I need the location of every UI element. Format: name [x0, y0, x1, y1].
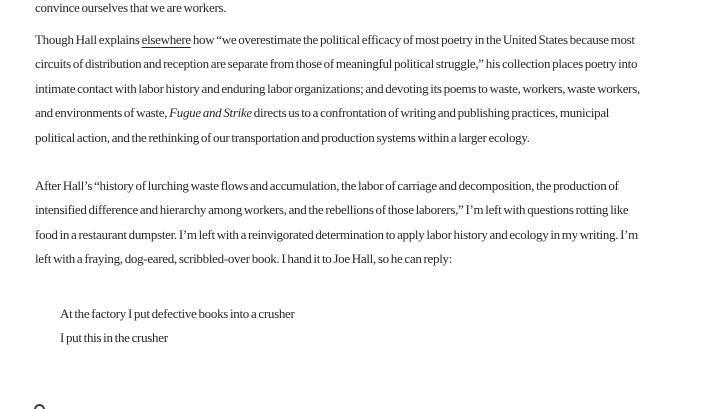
paragraph-text: how “we overestimate the political efficacy of most poetry in the United States because most circuits of distribution and reception are separate from those of meaningful political struggle,” his collection places poetry into intimate contact with labor history and enduring labor organizations; and devoting its poems to waste, workers, waste workers, and environments of waste, [35, 32, 640, 121]
paragraph-text: Though Hall explains [35, 32, 142, 47]
poem-blockquote [60, 302, 620, 351]
poem-line: At the factory I put defective books into a crusher [60, 306, 295, 321]
paragraph-three: After Hall’s “history of lurching waste flows and accumulation, the labor of carriage and decomposition, the production of intensified difference and hierarchy among workers, and the rebellions of those laborers,” I’m left with questions rotting like food in a restaurant dumpster. I’m left with a reinvigorated determination to apply labor history and ecology in my writing. I’m left with a fraying, dog-eared, scribbled-over book. I hand it to Joe Hall, so he can reply: [35, 178, 638, 267]
book-title-italic: Fugue and Strike [169, 105, 252, 121]
poem-line: I put this in the crusher [60, 330, 168, 346]
paragraph-two [35, 28, 647, 150]
paragraph-text: directs us to a confrontation of writing and publishing practices, municipal political action, and the rethinking of our transportation and production systems within a larger ecology. [35, 105, 610, 145]
circle-outline-icon[interactable] [34, 404, 45, 409]
elsewhere-link[interactable]: elsewhere [141, 32, 191, 47]
paragraph-fragment: convince ourselves that we are workers. [35, 0, 227, 15]
